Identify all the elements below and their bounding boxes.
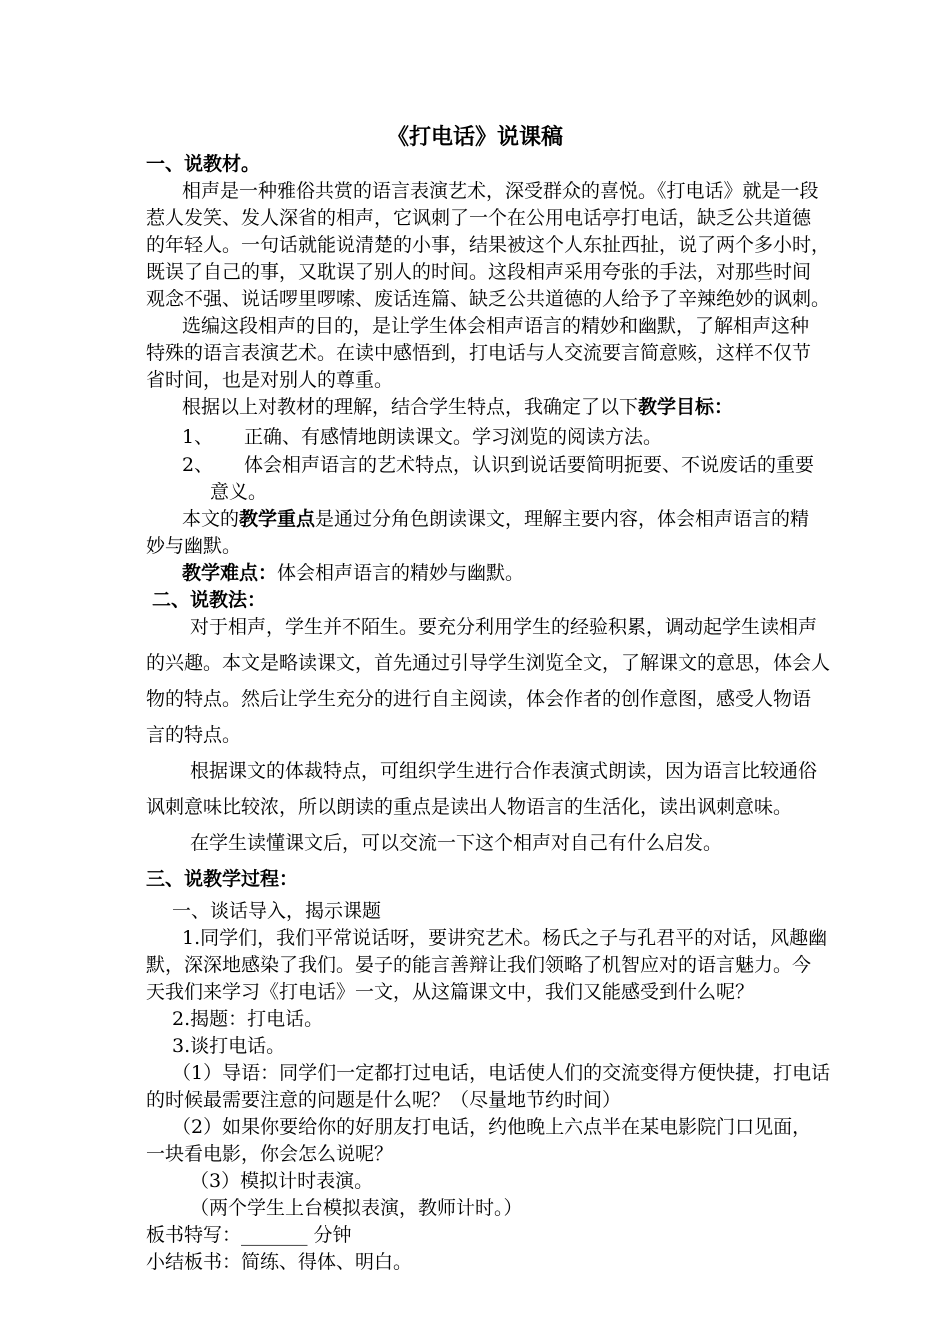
paragraph-line: 言的特点。	[146, 724, 242, 746]
paragraph-line: 的年轻人。一句话就能说清楚的小事，结果被这个人东扯西扯，说了两个多小时，	[146, 234, 831, 256]
paragraph-line	[182, 506, 809, 532]
difficulty-label: 教学难点：	[182, 562, 278, 584]
paragraph-line: （1）导语：同学们一定都打过电话，电话使人们的交流变得方便快捷，打电话	[172, 1062, 831, 1084]
goal-1-text: 正确、有感情地朗读课文。学习浏览的阅读方法。	[244, 426, 663, 448]
step-heading: 一、谈话导入，揭示课题	[172, 900, 382, 922]
paragraph-line: 特殊的语言表演艺术。在读中感悟到，打电话与人交流要言简意赅，这样不仅节	[146, 342, 812, 364]
paragraph-line: 一块看电影，你会怎么说呢？	[146, 1143, 394, 1165]
paragraph-line: 在学生读懂课文后，可以交流一下这个相声对自己有什么启发。	[190, 832, 723, 854]
paragraph-line: 物的特点。然后让学生充分的进行自主阅读，体会作者的创作意图，感受人物语	[146, 688, 812, 710]
paragraph-line: 小结板书：简练、得体、明白。	[146, 1251, 413, 1273]
paragraph-line: 对于相声，学生并不陌生。要充分利用学生的经验积累，调动起学生读相声	[190, 616, 818, 638]
goal-1-number: 1、	[182, 426, 214, 448]
paragraph-line: 默，深深地感染了我们。晏子的能言善辩让我们领略了机智应对的语言魅力。今	[146, 954, 812, 976]
paragraph-line: 的兴趣。本文是略读课文，首先通过引导学生浏览全文，了解课文的意思，体会人	[146, 652, 831, 674]
paragraph-line: 省时间，也是对别人的尊重。	[146, 369, 394, 391]
paragraph-line: 板书特写：_______ 分钟	[146, 1224, 352, 1246]
teaching-goal-label: 教学目标：	[638, 396, 734, 418]
paragraph-line	[182, 560, 524, 586]
text-run: 本文的	[182, 508, 240, 530]
paragraph-line: 既误了自己的事，又耽误了别人的时间。这段相声采用夸张的手法，对那些时间	[146, 261, 812, 283]
paragraph-line: （3）模拟计时表演。	[190, 1170, 374, 1192]
section-1-heading: 一、说教材。	[146, 153, 261, 175]
paragraph-line	[182, 394, 733, 420]
text-run: 根据以上对教材的理解，结合学生特点，我确定了以下	[182, 396, 639, 418]
goal-2-text: 体会相声语言的艺术特点，认识到说话要简明扼要、不说废话的重要	[244, 454, 815, 476]
text-run: 体会相声语言的精妙与幽默。	[277, 562, 525, 584]
paragraph-line: 3.谈打电话。	[172, 1035, 286, 1057]
section-3-heading: 三、说教学过程：	[146, 868, 299, 890]
paragraph-line: 相声是一种雅俗共赏的语言表演艺术，深受群众的喜悦。《打电话》就是一段	[182, 180, 819, 202]
doc-title: 《打电话》说课稿	[386, 124, 563, 150]
text-run: 是通过分角色朗读课文，理解主要内容，体会相声语言的精	[315, 508, 810, 530]
paragraph-line: （两个学生上台模拟表演，教师计时。）	[190, 1197, 523, 1219]
paragraph-line: 天我们来学习《打电话》一文，从这篇课文中，我们又能感受到什么呢？	[146, 981, 755, 1003]
paragraph-line: 妙与幽默。	[146, 535, 242, 557]
paragraph-line: 2.揭题：打电话。	[172, 1008, 324, 1030]
paragraph-line: 观念不强、说话啰里啰嗦、废话连篇、缺乏公共道德的人给予了辛辣绝妙的讽刺。	[146, 288, 831, 310]
goal-2-number: 2、	[182, 454, 214, 476]
goal-2-continuation: 意义。	[210, 481, 268, 503]
paragraph-line: 根据课文的体裁特点，可组织学生进行合作表演式朗读，因为语言比较通俗	[190, 760, 818, 782]
paragraph-line: 的时候最需要注意的问题是什么呢？（尽量地节约时间）	[146, 1089, 622, 1111]
paragraph-line: 讽刺意味比较浓，所以朗读的重点是读出人物语言的生活化，读出讽刺意味。	[146, 796, 793, 818]
paragraph-line: 1.同学们，我们平常说话呀，要讲究艺术。杨氏之子与孔君平的对话，风趣幽	[182, 927, 828, 949]
key-point-label: 教学重点	[239, 508, 316, 530]
paragraph-line: 选编这段相声的目的，是让学生体会相声语言的精妙和幽默，了解相声这种	[182, 315, 810, 337]
paragraph-line: 惹人发笑、发人深省的相声，它讽刺了一个在公用电话亭打电话，缺乏公共道德	[146, 207, 812, 229]
section-2-heading: 二、说教法：	[152, 589, 267, 611]
paragraph-line: （2）如果你要给你的好朋友打电话，约他晚上六点半在某电影院门口见面，	[172, 1116, 812, 1138]
